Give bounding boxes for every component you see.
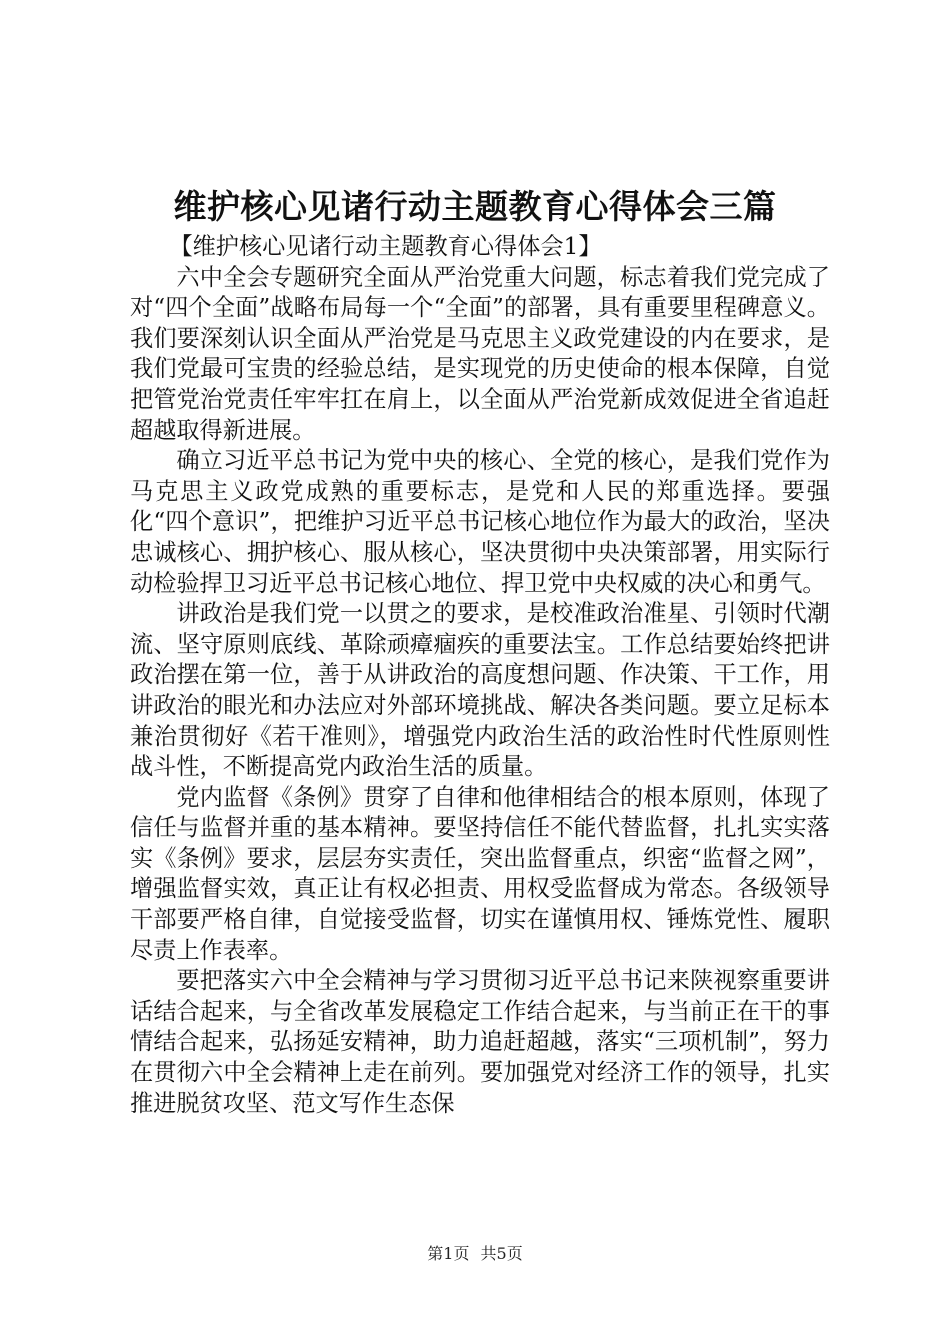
section-heading: 【维护核心见诸行动主题教育心得体会1】	[169, 233, 602, 260]
paragraph-3: 讲政治是我们党一以贯之的要求，是校准政治准星、引领时代潮流、坚守原则底线、革除顽瘴痼疾的重要法宝。工作总结要始终把讲政治摆在第一位，善于从讲政治的高度想问题、作决策、干工作，用讲政治的眼光和办法应对外部环境挑战、解决各类问题。要立足标本兼治贯彻好《若干准则》，增强党内政治生活的政治性时代性原则性战斗性，不断提高党内政治生活的质量。	[130, 600, 830, 781]
page-number: 第1页	[427, 1244, 470, 1263]
document-body	[130, 232, 830, 1119]
paragraph-2: 确立习近平总书记为党中央的核心、全党的核心，是我们党作为马克思主义政党成熟的重要标志，是党和人民的郑重选择。要强化“四个意识”，把维护习近平总书记核心地位作为最大的政治，坚决忠诚核心、拥护核心、服从核心，坚决贯彻中央决策部署，用实际行动检验捍卫习近平总书记核心地位、捍卫党中央权威的决心和勇气。	[130, 447, 830, 597]
paragraph-4: 党内监督《条例》贯穿了自律和他律相结合的根本原则，体现了信任与监督并重的基本精神。要坚持信任不能代替监督，扎扎实实落实《条例》要求，层层夯实责任，突出监督重点，织密“监督之网”，增强监督实效，真正让有权必担责、用权受监督成为常态。各级领导干部要严格自律，自觉接受监督，切实在谨慎用权、锤炼党性、履职尽责上作表率。	[130, 783, 830, 964]
page-footer	[0, 1243, 950, 1265]
document-title: 维护核心见诸行动主题教育心得体会三篇	[173, 187, 777, 226]
paragraph-5: 要把落实六中全会精神与学习贯彻习近平总书记来陕视察重要讲话结合起来，与全省改革发展稳定工作结合起来，与当前正在干的事情结合起来，弘扬延安精神，助力追赶超越，落实“三项机制”，努力在贯彻六中全会精神上走在前列。要加强党对经济工作的领导，扎实推进脱贫攻坚、范文写作生态保	[130, 967, 830, 1117]
page-total: 共5页	[480, 1244, 523, 1263]
paragraph-1: 六中全会专题研究全面从严治党重大问题，标志着我们党完成了对“四个全面”战略布局每一个“全面”的部署，具有重要里程碑意义。我们要深刻认识全面从严治党是马克思主义政党建设的内在要求，是我们党最可宝贵的经验总结，是实现党的历史使命的根本保障，自觉把管党治党责任牢牢扛在肩上，以全面从严治党新成效促进全省追赶超越取得新进展。	[130, 263, 830, 444]
